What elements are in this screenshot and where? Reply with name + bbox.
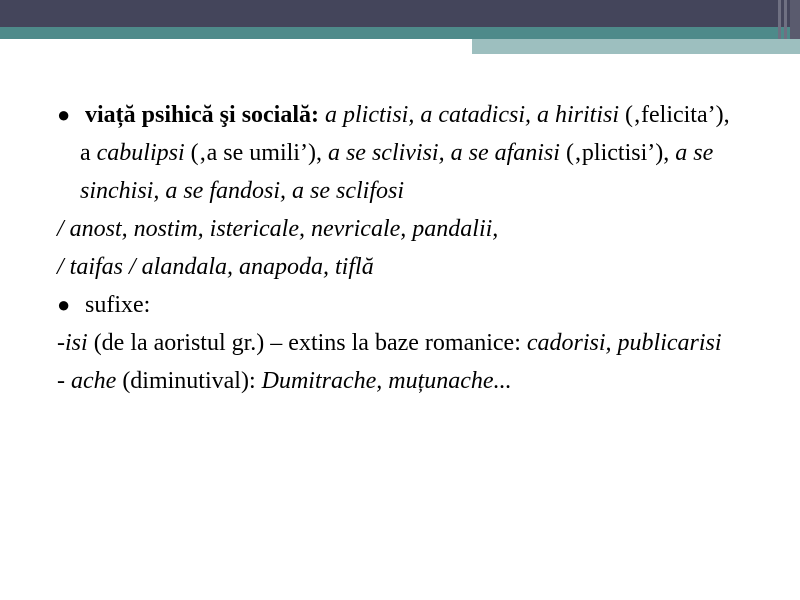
text-segment: a se sclivisi, a se afanisi [321, 140, 560, 166]
text-segment: - [57, 368, 71, 394]
paragraph-adjectives: / anost, nostim, istericale, nevricale, pandalii, [57, 216, 499, 242]
header-bar-dark [0, 0, 800, 27]
paragraph-suffixes [57, 286, 737, 324]
text-segment: (‚felicita’), a [80, 102, 730, 166]
header-bar-teal [0, 27, 800, 39]
slide-content [57, 96, 737, 400]
black-circle-bullet-icon: ● [57, 102, 71, 127]
text-segment: cabulipsi [90, 140, 185, 166]
text-segment: (diminutival): [116, 368, 256, 394]
header-stripe [790, 0, 800, 39]
header-stripe [778, 0, 781, 39]
text-segment: a se sinchisi, a se fandosi, a se sclifosi [80, 140, 714, 204]
text-segment: cadorisi, publicarisi [520, 330, 722, 356]
suffix-ache: ache [71, 368, 117, 394]
header-stripe [784, 0, 787, 39]
text-segment: (de la aoristul gr.) – extins la baze romanice: [87, 330, 521, 356]
heading-suffixes: sufixe: [79, 292, 151, 318]
paragraph-psychic-social [57, 96, 737, 210]
text-segment: Dumitrache, muțunache... [255, 368, 512, 394]
paragraph-suffix-ache [57, 362, 737, 400]
paragraph-adverbs: / taifas / alandala, anapoda, tiflă [57, 254, 374, 280]
text-segment: - [57, 330, 65, 356]
paragraph-suffix-isi [57, 324, 737, 362]
text-segment: (‚plictisi’), [559, 140, 670, 166]
suffix-isi: isi [65, 330, 88, 356]
text-segment: a plictisi, a catadicsi, a hiritisi [319, 102, 620, 128]
heading-psychic-social: viață psihică şi socială: [79, 102, 320, 128]
text-segment: (‚a se umili’), [184, 140, 322, 166]
header-bar-light [472, 39, 800, 54]
black-circle-bullet-icon: ● [57, 292, 71, 317]
